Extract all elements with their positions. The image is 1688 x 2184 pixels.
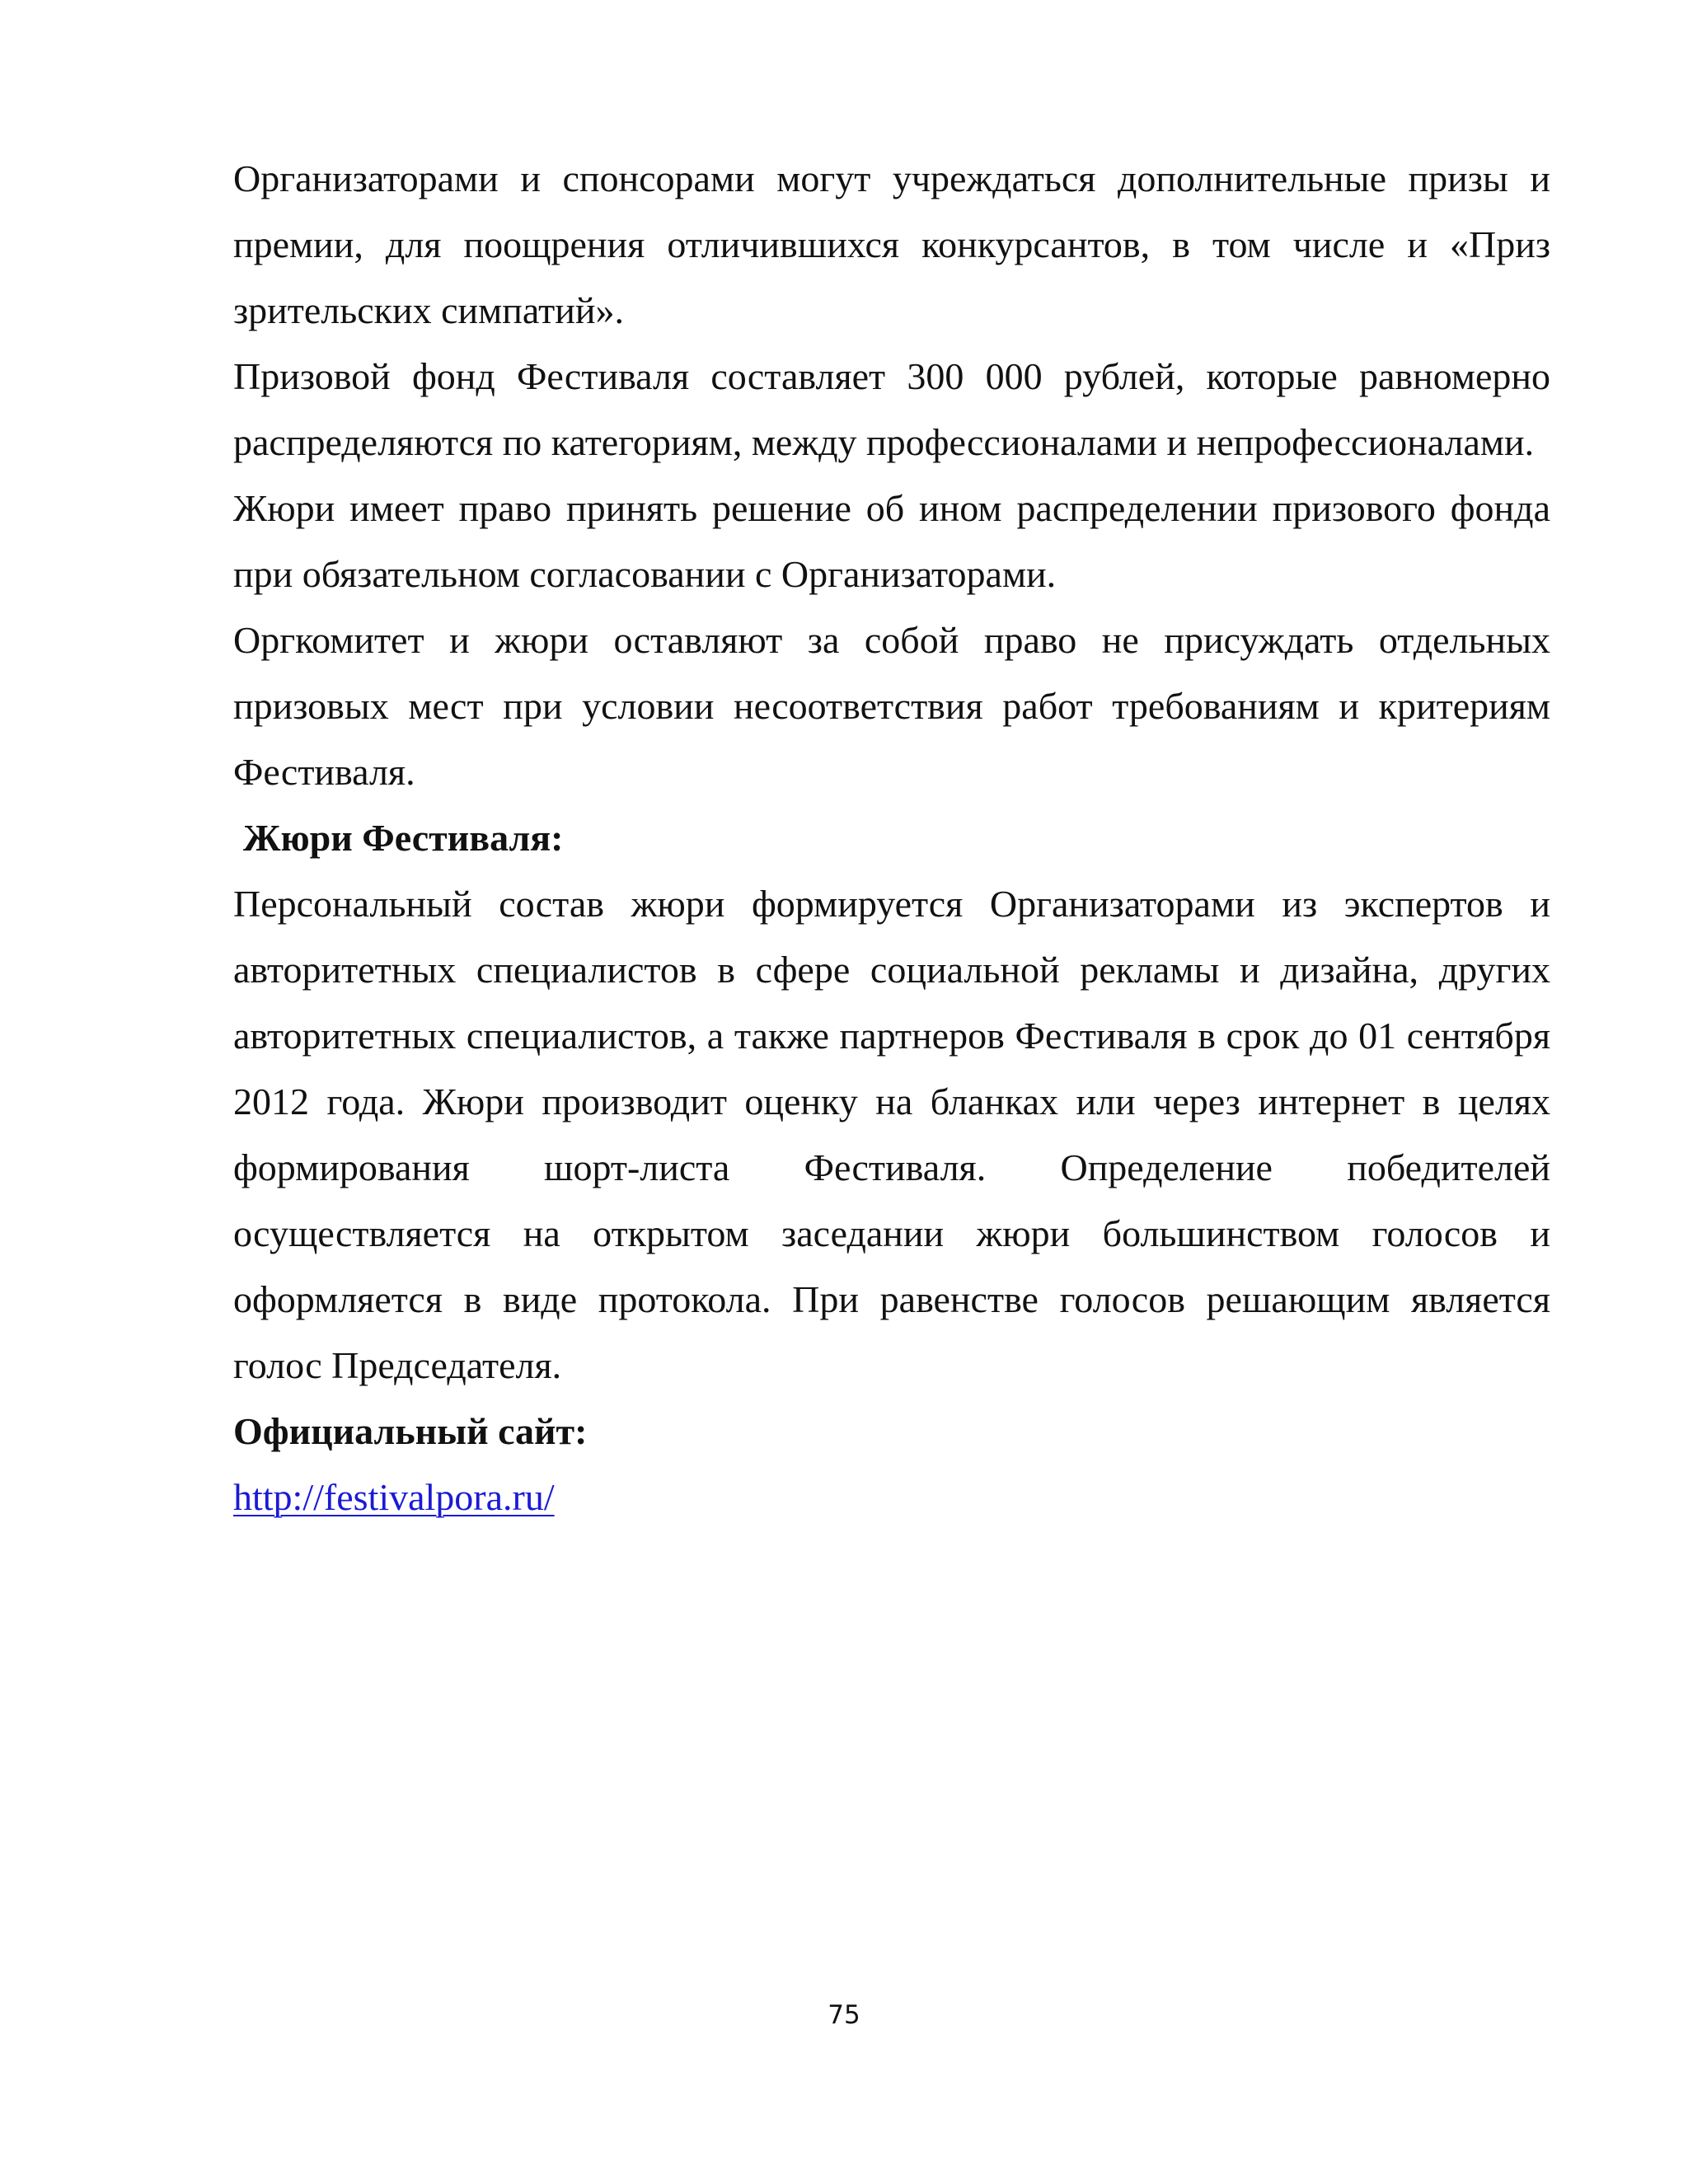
official-site-heading: Официальный сайт: bbox=[233, 1410, 588, 1452]
document-body bbox=[233, 146, 1550, 1530]
paragraph-prize-fund: Призовой фонд Фестиваля составляет 300 000 рублей, которые равномерно распределяются по категориям, между профессионалами и непрофессионалами. bbox=[233, 355, 1550, 463]
paragraph-additional-prizes: Организаторами и спонсорами могут учреждаться дополнительные призы и премии, для поощрения отличившихся конкурсантов, в том числе и «Приз зрительских симпатий». bbox=[233, 157, 1550, 331]
jury-heading: Жюри Фестиваля: bbox=[243, 817, 564, 859]
paragraph-committee-rights: Оргкомитет и жюри оставляют за собой право не присуждать отдельных призовых мест при условии несоответствия работ требованиям и критериям Фестиваля. bbox=[233, 619, 1550, 793]
page-number: 75 bbox=[828, 2000, 860, 2030]
paragraph-jury-composition: Персональный состав жюри формируется Организаторами из экспертов и авторитетных специалистов в сфере социальной рекламы и дизайна, других авторитетных специалистов, а также партнеров Фестиваля в срок до 01 сентября 2012 года. Жюри производит оценку на бланках или через интернет в целях формирования шорт-листа Фестиваля. Определение победителей осуществляется на открытом заседании жюри большинством голосов и оформляется в виде протокола. При равенстве голосов решающим является голос Председателя. bbox=[233, 883, 1550, 1386]
official-site-link[interactable]: http://festivalpora.ru/ bbox=[233, 1476, 555, 1518]
official-site-line bbox=[233, 1465, 1550, 1530]
paragraph-jury-distribution: Жюри имеет право принять решение об ином распределении призового фонда при обязательном согласовании с Организаторами. bbox=[233, 487, 1550, 595]
